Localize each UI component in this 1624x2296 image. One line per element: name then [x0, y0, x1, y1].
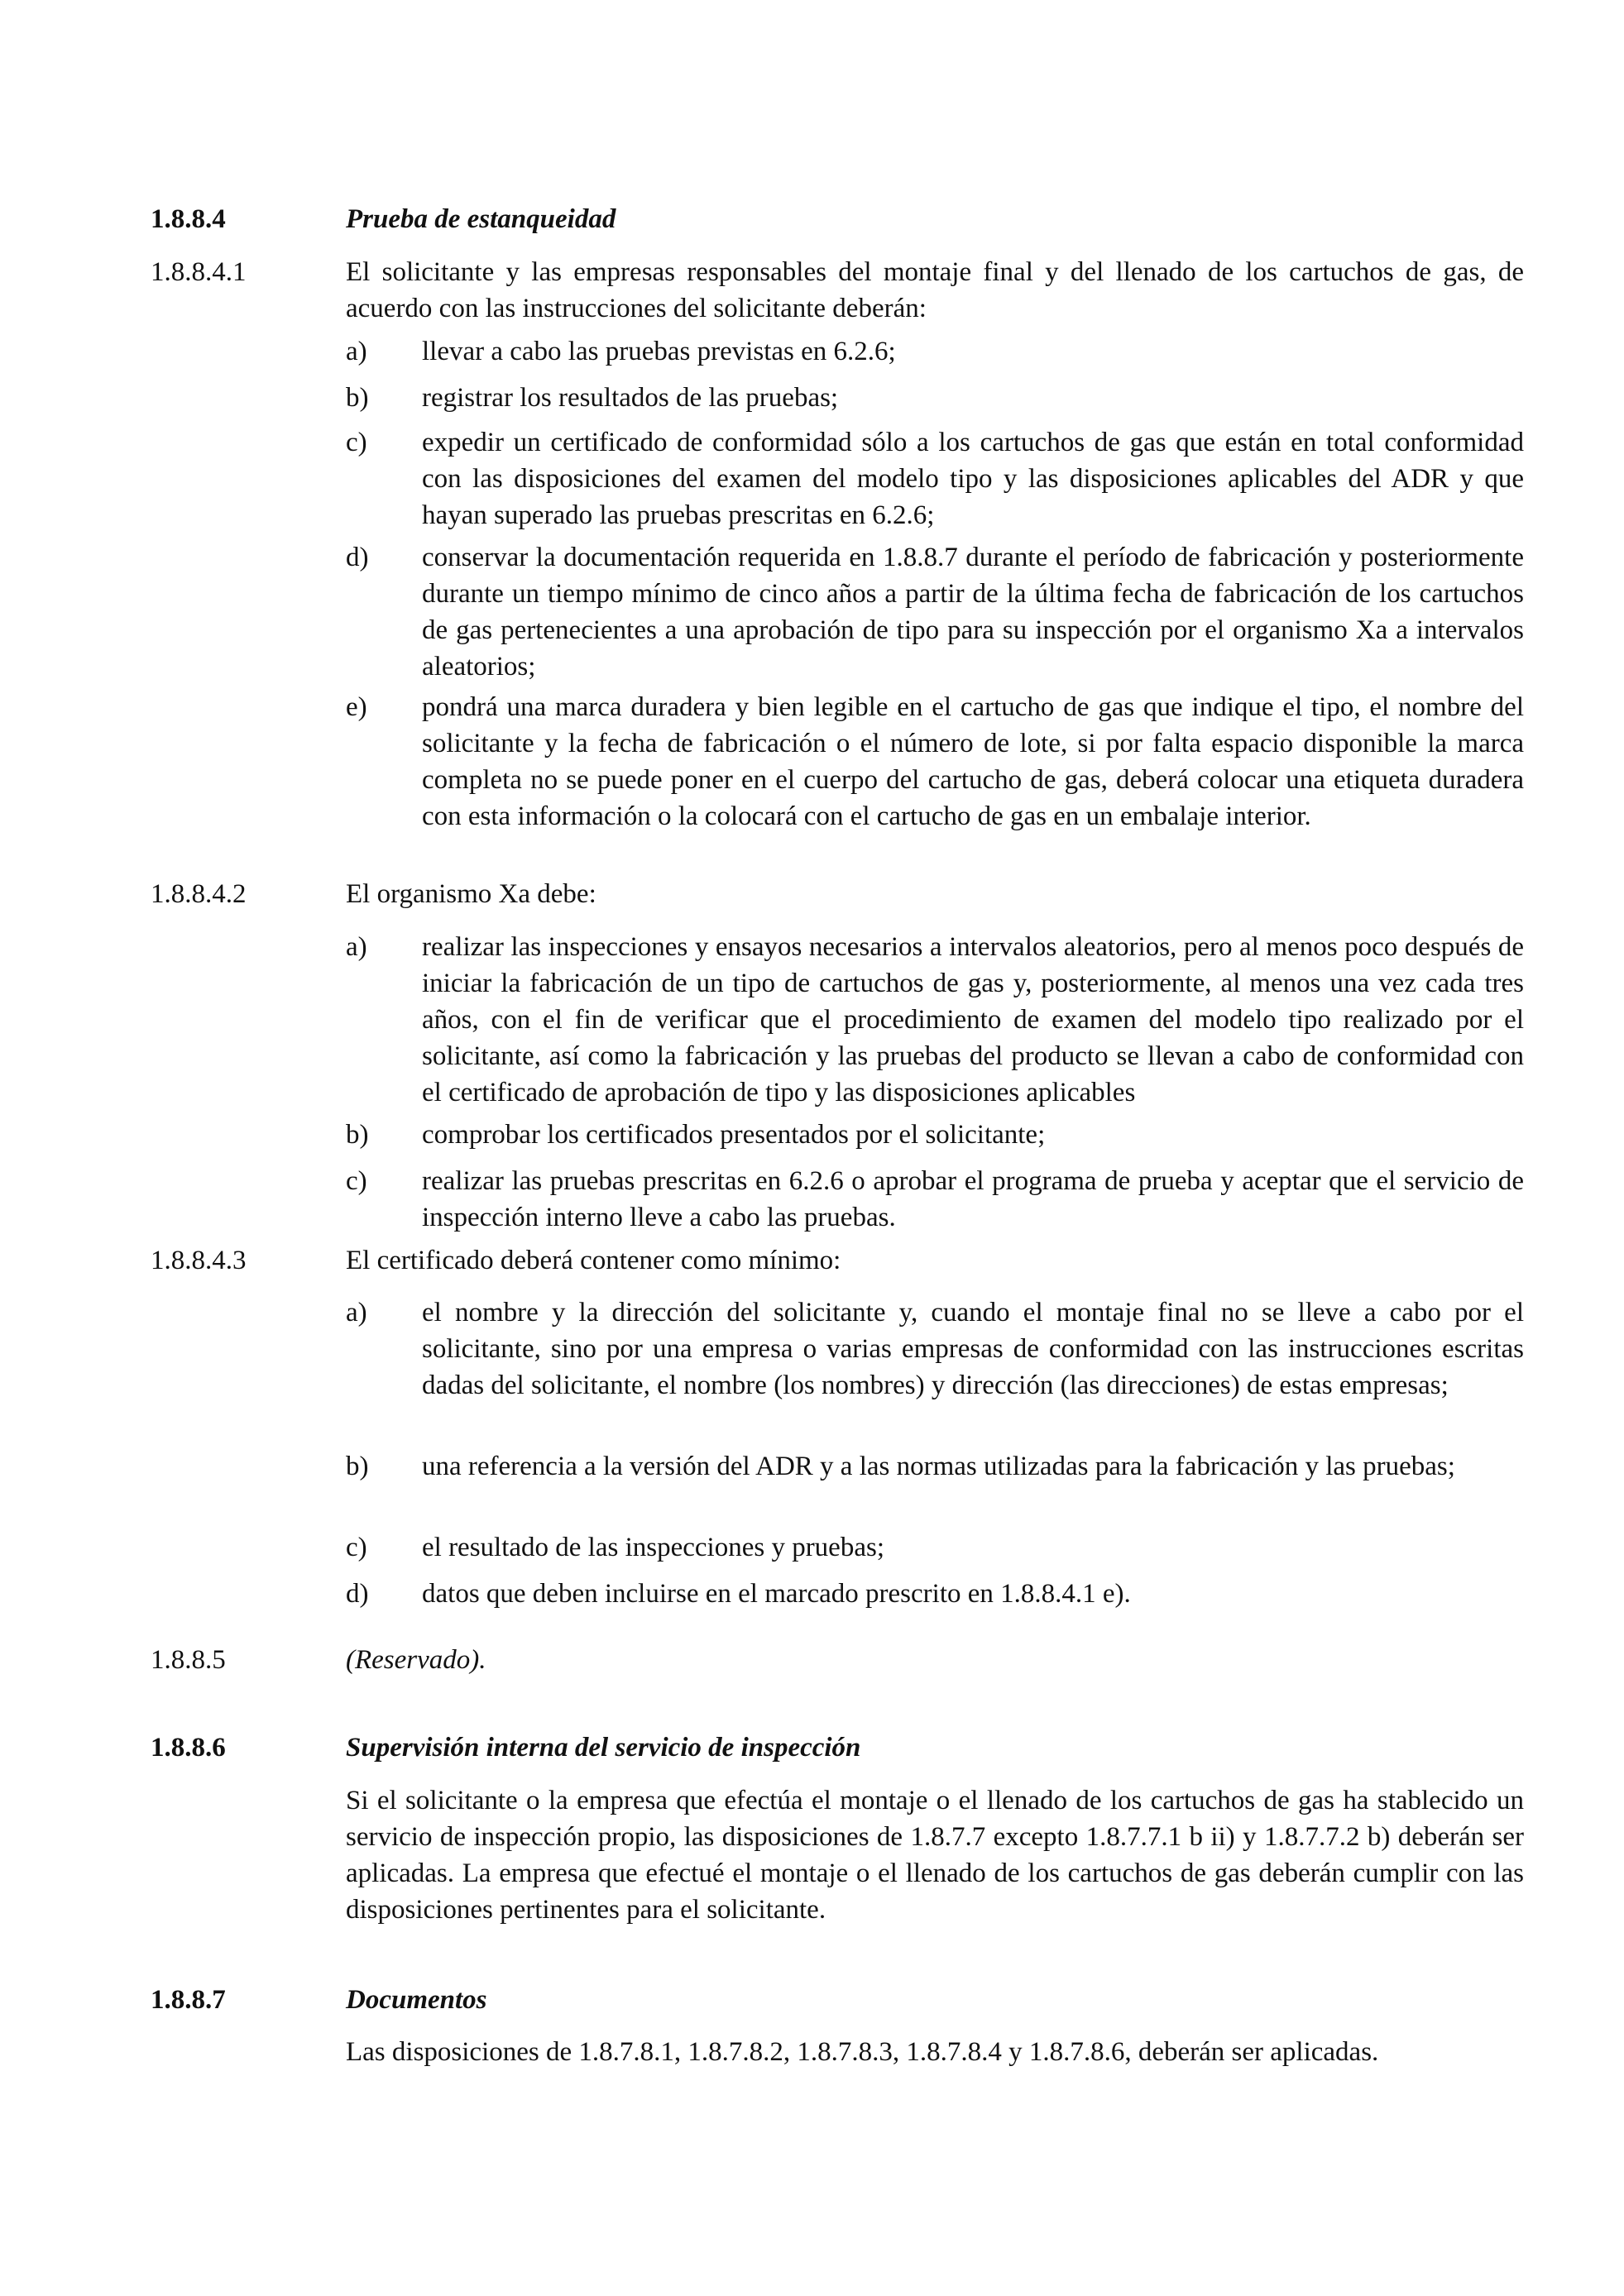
item-text: pondrá una marca duradera y bien legible en el cartucho de gas que indique el tipo, el nombre del solicitante y la fecha de fabricación o el número de lote, si por falta espacio disponible la marca completa no se puede poner en el cuerpo del cartucho de gas, deberá colocar una etiqueta duradera con esta información o la colocará con el cartucho de gas en un embalaje interior. [422, 692, 1524, 831]
item-label: a) [346, 932, 367, 962]
item-label: b) [346, 383, 369, 413]
item-label: b) [346, 1452, 369, 1481]
item-label: e) [346, 692, 367, 722]
section-heading: (Reservado). [346, 1645, 486, 1675]
item-label: b) [346, 1120, 369, 1150]
item-text: llevar a cabo las pruebas previstas en 6.2.6; [422, 337, 896, 366]
section-number: 1.8.8.5 [151, 1645, 226, 1675]
section-heading: Supervisión interna del servicio de inspección [346, 1733, 861, 1763]
section-number: 1.8.8.6 [151, 1733, 226, 1763]
section-text: Las disposiciones de 1.8.7.8.1, 1.8.7.8.2, 1.8.7.8.3, 1.8.7.8.4 y 1.8.7.8.6, deberán ser aplicadas. [346, 2037, 1379, 2067]
section-text: Si el solicitante o la empresa que efectúa el montaje o el llenado de los cartuchos de gas ha stablecido un servicio de inspección propio, las disposiciones de 1.8.7.7 excepto 1.8.7.7.1 b ii) y 1.8.7.7.2 b) deberán ser aplicadas. La empresa que efectué el montaje o el llenado de los cartuchos de gas deberán cumplir con las disposiciones pertinentes para el solicitante. [346, 1786, 1524, 1925]
item-label: c) [346, 1166, 367, 1196]
item-text: una referencia a la versión del ADR y a las normas utilizadas para la fabricación y las pruebas; [422, 1452, 1455, 1481]
section-heading: Prueba de estanqueidad [346, 204, 616, 234]
section-number: 1.8.8.4 [151, 204, 226, 234]
item-text: el nombre y la dirección del solicitante y, cuando el montaje final no se lleve a cabo por el solicitante, sino por una empresa o varias empresas de conformidad con las instrucciones escritas dadas del solicitante, el nombre (los nombres) y dirección (las direcciones) de estas empresas; [422, 1298, 1524, 1400]
item-text: expedir un certificado de conformidad sólo a los cartuchos de gas que están en total conformidad con las disposiciones del examen del modelo tipo y las disposiciones aplicables del ADR y que hayan superado las pruebas prescritas en 6.2.6; [422, 428, 1524, 530]
section-intro: El solicitante y las empresas responsables del montaje final y del llenado de los cartuchos de gas, de acuerdo con las instrucciones del solicitante deberán: [346, 257, 1524, 323]
section-number: 1.8.8.4.1 [151, 257, 247, 287]
item-text: realizar las inspecciones y ensayos necesarios a intervalos aleatorios, pero al menos poco después de iniciar la fabricación de un tipo de cartuchos de gas y, posteriormente, al menos una vez cada tres años, con el fin de verificar que el procedimiento de examen del modelo tipo realizado por el solicitante, así como la fabricación y las pruebas del producto se llevan a cabo de conformidad con el certificado de aprobación de tipo y las disposiciones aplicables [422, 932, 1524, 1107]
section-number: 1.8.8.4.3 [151, 1246, 247, 1275]
section-number: 1.8.8.4.2 [151, 879, 247, 909]
section-heading: Documentos [346, 1985, 487, 2015]
item-label: d) [346, 1579, 369, 1609]
item-text: conservar la documentación requerida en 1.8.8.7 durante el período de fabricación y posteriormente durante un tiempo mínimo de cinco años a partir de la última fecha de fabricación de los cartuchos de gas pertenecientes a una aprobación de tipo para su inspección por el organismo Xa a intervalos aleatorios; [422, 543, 1524, 682]
item-label: a) [346, 337, 367, 366]
item-text: el resultado de las inspecciones y pruebas; [422, 1533, 884, 1562]
section-number: 1.8.8.7 [151, 1985, 226, 2015]
item-text: registrar los resultados de las pruebas; [422, 383, 839, 413]
item-text: comprobar los certificados presentados por el solicitante; [422, 1120, 1046, 1150]
item-text: datos que deben incluirse en el marcado prescrito en 1.8.8.4.1 e). [422, 1579, 1131, 1609]
item-label: a) [346, 1298, 367, 1327]
section-intro: El certificado deberá contener como mínimo: [346, 1246, 841, 1275]
section-intro: El organismo Xa debe: [346, 879, 596, 909]
item-text: realizar las pruebas prescritas en 6.2.6 o aprobar el programa de prueba y aceptar que el servicio de inspección interno lleve a cabo las pruebas. [422, 1166, 1524, 1232]
item-label: d) [346, 543, 369, 572]
item-label: c) [346, 428, 367, 457]
item-label: c) [346, 1533, 367, 1562]
